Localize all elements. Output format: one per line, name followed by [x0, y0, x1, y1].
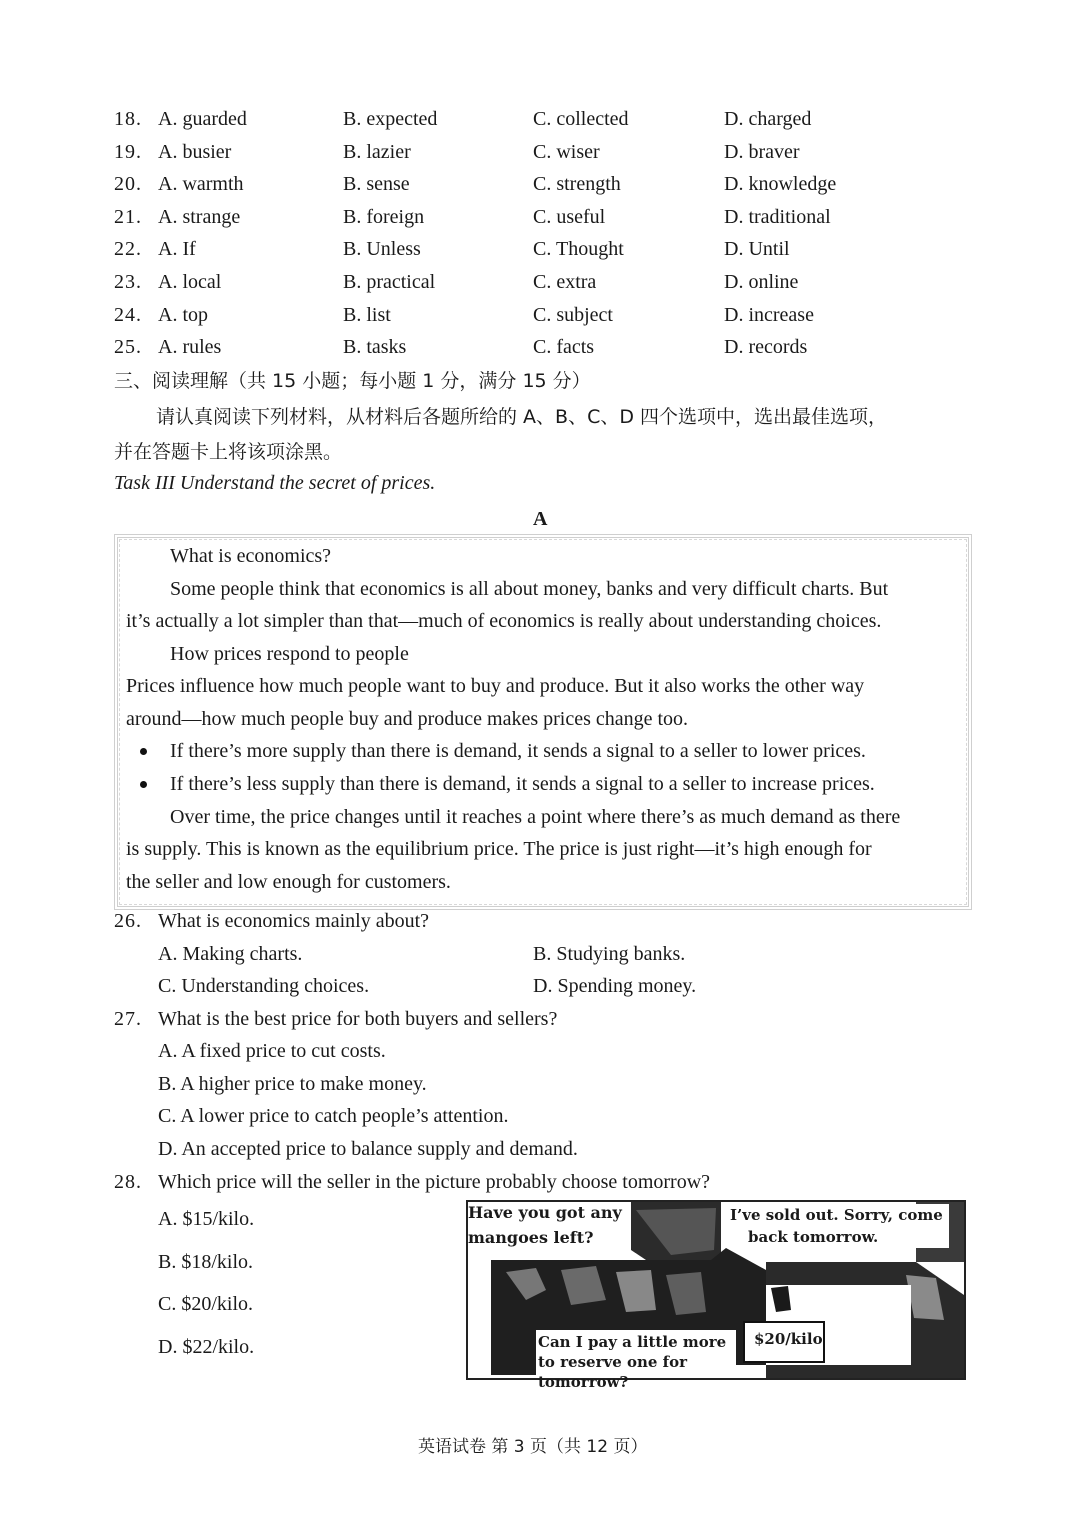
- question-number: 19.: [114, 140, 142, 163]
- bubble-text: Have you got any: [468, 1203, 622, 1222]
- option-a: A. local: [158, 271, 222, 293]
- option-c: C. useful: [533, 205, 606, 228]
- passage-bullet: If there’s less supply than there is demand, it sends a signal to a seller to increase prices.: [170, 773, 875, 795]
- speech-bubble-customer: [468, 1202, 622, 1249]
- option-c: C. A lower price to catch people’s attention.: [158, 1105, 509, 1127]
- option-b: B. list: [343, 303, 391, 326]
- option-d: D. Until: [724, 238, 790, 261]
- option-d: D. increase: [724, 303, 814, 326]
- question-number: 24.: [114, 303, 142, 326]
- question-stem: What is the best price for both buyers and sellers?: [158, 1008, 558, 1030]
- option-d: D. Spending money.: [533, 975, 697, 997]
- option-d: D. charged: [724, 108, 812, 130]
- speech-bubble-buyer: [538, 1332, 726, 1392]
- section-instruction: 请认真阅读下列材料，从材料后各题所给的 A、B、C、D 四个选项中，选出最佳选项，: [156, 406, 888, 428]
- passage-text: is supply. This is known as the equilibrium price. The price is just right—it’s high enough for: [126, 838, 872, 860]
- section-heading: 三、阅读理解（共 15 小题；每小题 1 分，满分 15 分）: [114, 370, 591, 392]
- option-c: C. subject: [533, 303, 613, 326]
- option-b: B. Studying banks.: [533, 943, 686, 965]
- option-b: B. foreign: [343, 205, 425, 228]
- option-a: A. rules: [158, 336, 222, 359]
- passage-text: the seller and low enough for customers.: [126, 871, 451, 893]
- bubble-text: I’ve sold out. Sorry, come: [730, 1206, 943, 1224]
- question-stem: Which price will the seller in the picture probably choose tomorrow?: [158, 1171, 711, 1193]
- passage-bullet: If there’s more supply than there is demand, it sends a signal to a seller to lower prices.: [170, 740, 866, 762]
- bubble-text: Can I pay a little more: [538, 1333, 727, 1351]
- task-title: Task III Understand the secret of prices.: [114, 472, 436, 494]
- bubble-text: tomorrow?: [538, 1373, 629, 1391]
- bubble-text: to reserve one for: [538, 1353, 688, 1371]
- option-d: D. braver: [724, 140, 800, 163]
- bullet-icon: [140, 748, 147, 755]
- speech-bubble-seller: [724, 1204, 949, 1248]
- passage-title-prices: How prices respond to people: [170, 643, 409, 665]
- question-number: 22.: [114, 238, 142, 261]
- option-b: B. tasks: [343, 336, 407, 359]
- option-d: D. An accepted price to balance supply and demand.: [158, 1138, 578, 1160]
- option-a: A. strange: [158, 205, 241, 228]
- option-d: D. records: [724, 336, 808, 359]
- passage-text: Some people think that economics is all about money, banks and very difficult charts. But: [170, 578, 889, 600]
- option-a: A. $15/kilo.: [158, 1208, 255, 1230]
- option-c: C. Thought: [533, 238, 624, 261]
- option-a: A. busier: [158, 140, 232, 163]
- option-b: B. sense: [343, 173, 410, 196]
- question-number: 26.: [114, 910, 142, 932]
- passage-text: around—how much people buy and produce makes prices change too.: [126, 708, 689, 730]
- option-a: A. If: [158, 238, 196, 261]
- section-instruction-cont: 并在答题卡上将该项涂黑。: [114, 441, 343, 463]
- question-number: 23.: [114, 271, 142, 293]
- option-c: C. extra: [533, 271, 597, 293]
- option-b: B. A higher price to make money.: [158, 1073, 427, 1095]
- option-c: C. $20/kilo.: [158, 1293, 254, 1315]
- mango-cartoon: [466, 1200, 966, 1391]
- question-number: 18.: [114, 108, 142, 130]
- option-a: A. warmth: [158, 173, 244, 196]
- option-b: B. Unless: [343, 238, 421, 261]
- option-c: C. Understanding choices.: [158, 975, 370, 997]
- passage-text: Over time, the price changes until it reaches a point where there’s as much demand as there: [170, 806, 901, 828]
- option-c: C. wiser: [533, 140, 600, 163]
- option-a: A. top: [158, 303, 208, 326]
- bullet-icon: [140, 781, 147, 788]
- page-footer: 英语试卷 第 3 页（共 12 页）: [418, 1437, 648, 1457]
- bubble-text: back tomorrow.: [748, 1228, 879, 1246]
- option-c: C. strength: [533, 173, 621, 196]
- question-number: 28.: [114, 1171, 142, 1193]
- passage-text: it’s actually a lot simpler than that—much of economics is really about understanding choices.: [126, 610, 882, 632]
- option-b: B. lazier: [343, 140, 411, 163]
- bubble-text: mangoes left?: [468, 1228, 594, 1247]
- option-a: A. guarded: [158, 108, 247, 130]
- price-sign: $20/kilo: [754, 1330, 823, 1348]
- question-number: 25.: [114, 336, 142, 359]
- option-b: B. $18/kilo.: [158, 1251, 254, 1273]
- option-d: D. traditional: [724, 205, 831, 228]
- option-c: C. facts: [533, 336, 595, 359]
- option-a: A. Making charts.: [158, 943, 303, 965]
- option-d: D. $22/kilo.: [158, 1336, 255, 1358]
- question-number: 27.: [114, 1008, 142, 1030]
- option-d: D. online: [724, 271, 799, 293]
- option-a: A. A fixed price to cut costs.: [158, 1040, 386, 1062]
- option-b: B. practical: [343, 271, 436, 293]
- passage-label: A: [533, 508, 548, 530]
- question-number: 20.: [114, 173, 142, 196]
- passage-text: Prices influence how much people want to buy and produce. But it also works the other way: [126, 675, 865, 697]
- question-stem: What is economics mainly about?: [158, 910, 430, 932]
- option-b: B. expected: [343, 108, 438, 130]
- option-c: C. collected: [533, 108, 629, 130]
- passage-title-economics: What is economics?: [170, 545, 332, 567]
- option-d: D. knowledge: [724, 173, 837, 196]
- question-number: 21.: [114, 205, 142, 228]
